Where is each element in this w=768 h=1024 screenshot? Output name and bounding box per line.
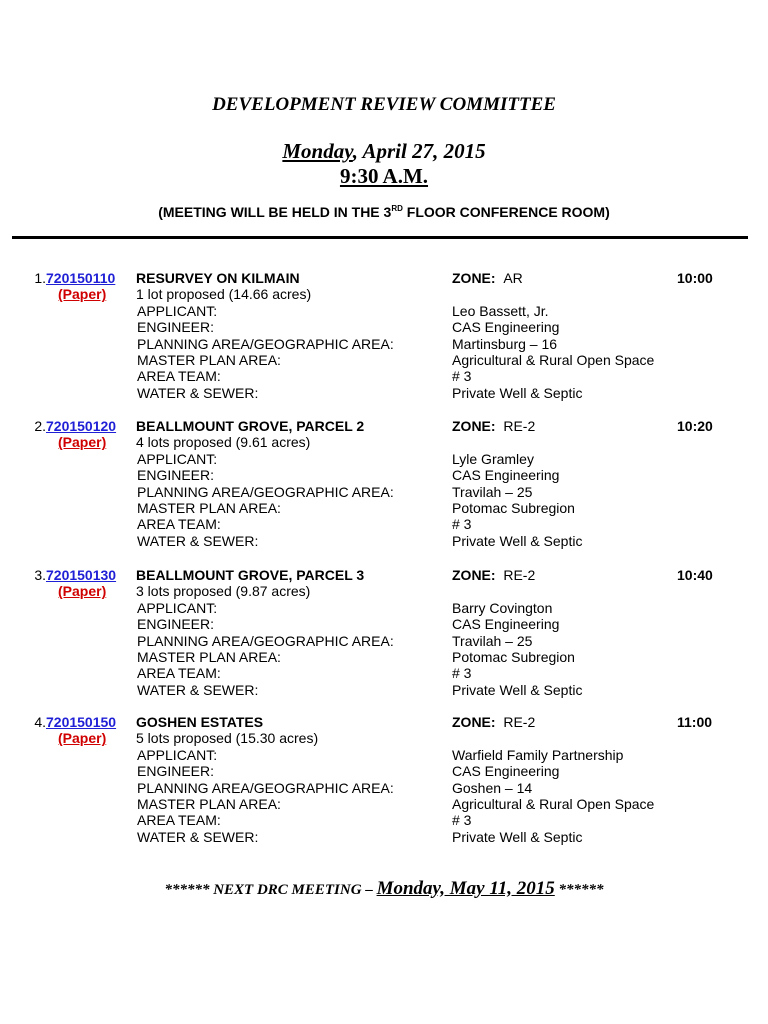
field-label: PLANNING AREA/GEOGRAPHIC AREA: — [137, 483, 394, 500]
paper-label: (Paper) — [58, 583, 107, 600]
field-value: Travilah – 25 — [452, 483, 533, 500]
meeting-location — [0, 204, 768, 220]
meeting-date-rest: , April 27, 2015 — [352, 139, 486, 163]
zone-label: ZONE: — [452, 418, 496, 434]
meeting-day: Monday — [282, 139, 353, 163]
paper-label: (Paper) — [58, 286, 107, 303]
project-name: BEALLMOUNT GROVE, PARCEL 3 — [136, 567, 365, 583]
field-label: ENGINEER: — [137, 763, 215, 780]
lots-proposed: 4 lots proposed (9.61 acres) — [136, 434, 311, 451]
plan-number-link[interactable]: 720150120 — [46, 418, 117, 434]
field-labels — [137, 451, 394, 549]
review-time: 11:00 — [677, 714, 713, 730]
field-label: AREA TEAM: — [137, 368, 221, 385]
field-value: Travilah – 25 — [452, 632, 533, 649]
field-label: PLANNING AREA/GEOGRAPHIC AREA: — [137, 335, 394, 352]
field-value: Barry Covington — [452, 599, 553, 616]
meeting-date — [0, 139, 768, 164]
field-label: ENGINEER: — [137, 616, 215, 633]
field-label: WATER & SEWER: — [137, 532, 259, 549]
field-values — [452, 303, 654, 401]
field-label: WATER & SEWER: — [137, 384, 259, 401]
field-value: Agricultural & Rural Open Space — [452, 351, 655, 368]
field-label: PLANNING AREA/GEOGRAPHIC AREA: — [137, 779, 394, 796]
field-labels — [137, 600, 394, 698]
page-title: DEVELOPMENT REVIEW COMMITTEE — [212, 94, 556, 115]
field-value: Leo Bassett, Jr. — [452, 302, 549, 319]
field-value: Private Well & Septic — [452, 384, 583, 401]
field-labels — [137, 303, 394, 401]
plan-number-link[interactable]: 720150110 — [46, 270, 116, 286]
field-label: MASTER PLAN AREA: — [137, 648, 281, 665]
lots-proposed: 3 lots proposed (9.87 acres) — [136, 583, 311, 600]
field-value: Goshen – 14 — [452, 779, 533, 796]
location-text-pre: (MEETING WILL BE HELD IN THE 3 — [158, 204, 392, 220]
next-meeting-notice — [0, 878, 768, 900]
divider-rule — [12, 236, 748, 239]
location-superscript: RD — [391, 204, 403, 213]
field-values — [452, 747, 654, 845]
zone-info — [452, 567, 535, 583]
next-meeting-prefix: ****** NEXT DRC MEETING – — [164, 882, 377, 898]
review-time: 10:00 — [677, 270, 713, 286]
field-label: MASTER PLAN AREA: — [137, 795, 281, 812]
project-name: BEALLMOUNT GROVE, PARCEL 2 — [136, 418, 365, 434]
field-value: Private Well & Septic — [452, 681, 583, 698]
field-label: APPLICANT: — [137, 302, 218, 319]
lots-proposed: 1 lot proposed (14.66 acres) — [136, 286, 312, 303]
location-text-post: FLOOR CONFERENCE ROOM) — [402, 204, 610, 220]
zone-info — [452, 270, 523, 286]
meeting-time: 9:30 A.M. — [339, 164, 429, 188]
lots-proposed: 5 lots proposed (15.30 acres) — [136, 730, 319, 747]
item-number: 1. — [34, 270, 46, 286]
field-label: AREA TEAM: — [137, 516, 221, 533]
next-meeting-suffix: ****** — [554, 882, 604, 898]
field-value: CAS Engineering — [452, 616, 560, 633]
field-label: ENGINEER: — [137, 319, 215, 336]
next-meeting-date: Monday, May 11, 2015 — [376, 878, 555, 899]
zone-value: RE-2 — [503, 418, 536, 434]
field-value: Potomac Subregion — [452, 648, 575, 665]
zone-value: RE-2 — [503, 567, 536, 583]
project-name: GOSHEN ESTATES — [136, 714, 264, 730]
field-label: APPLICANT: — [137, 450, 218, 467]
zone-label: ZONE: — [452, 270, 496, 286]
zone-info — [452, 418, 535, 434]
field-label: WATER & SEWER: — [137, 681, 259, 698]
zone-value: RE-2 — [503, 714, 536, 730]
item-number: 3. — [34, 567, 46, 583]
plan-number-link[interactable]: 720150150 — [46, 714, 117, 730]
field-label: MASTER PLAN AREA: — [137, 499, 281, 516]
field-value: Martinsburg – 16 — [452, 335, 558, 352]
field-value: Warfield Family Partnership — [452, 746, 624, 763]
field-value: # 3 — [452, 516, 472, 533]
field-value: # 3 — [452, 812, 472, 829]
field-value: Potomac Subregion — [452, 499, 575, 516]
field-label: MASTER PLAN AREA: — [137, 351, 281, 368]
zone-value: AR — [503, 270, 523, 286]
item-number: 4. — [34, 714, 46, 730]
paper-label: (Paper) — [58, 730, 107, 747]
field-value: Agricultural & Rural Open Space — [452, 795, 655, 812]
field-labels — [137, 747, 394, 845]
field-label: AREA TEAM: — [137, 812, 221, 829]
field-value: Private Well & Septic — [452, 532, 583, 549]
field-value: CAS Engineering — [452, 763, 560, 780]
project-name: RESURVEY ON KILMAIN — [136, 270, 300, 286]
zone-label: ZONE: — [452, 714, 496, 730]
field-label: APPLICANT: — [137, 746, 218, 763]
field-value: CAS Engineering — [452, 467, 560, 484]
field-value: Lyle Gramley — [452, 450, 534, 467]
field-value: # 3 — [452, 665, 472, 682]
field-label: APPLICANT: — [137, 599, 218, 616]
plan-number-link[interactable]: 720150130 — [46, 567, 117, 583]
item-number: 2. — [34, 418, 46, 434]
field-label: WATER & SEWER: — [137, 828, 259, 845]
field-values — [452, 600, 582, 698]
review-time: 10:40 — [677, 567, 713, 583]
field-label: AREA TEAM: — [137, 665, 221, 682]
field-label: PLANNING AREA/GEOGRAPHIC AREA: — [137, 632, 394, 649]
field-value: # 3 — [452, 368, 472, 385]
paper-label: (Paper) — [58, 434, 107, 451]
zone-info — [452, 714, 535, 730]
field-value: Private Well & Septic — [452, 828, 583, 845]
review-time: 10:20 — [677, 418, 713, 434]
field-values — [452, 451, 582, 549]
zone-label: ZONE: — [452, 567, 496, 583]
field-value: CAS Engineering — [452, 319, 560, 336]
field-label: ENGINEER: — [137, 467, 215, 484]
